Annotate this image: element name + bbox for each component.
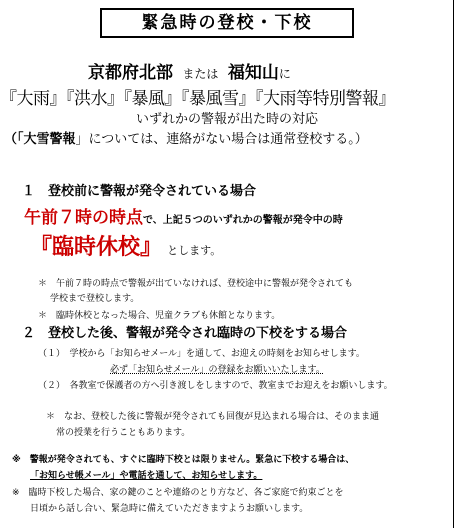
closure-emphasis: 『臨時休校』 [30,235,163,260]
footer-note1-b [30,468,262,481]
page-title [100,8,354,38]
note2-line [38,308,280,321]
time-after-text: で、上記５つのいずれかの警報が発令中の時 [143,215,343,226]
snow-warning-line [4,128,368,147]
warning-list-text: 『大雨』『洪水』『暴風』『暴風雪』『大雨等特別警報』 [0,89,395,109]
or-text: または [182,67,219,81]
section1-heading [22,180,256,199]
footer-n2b-text: 日頃から話し合い、緊急時に備えていただきますようお願いします。 [30,504,309,514]
region-b: 福知山 [227,63,279,83]
page-title-text: 緊急時の登校・下校 [141,13,313,33]
item2-line [38,378,393,391]
footer-note2-b [30,501,308,514]
section1-heading-text: １ 登校前に警報が発令されている場合 [22,184,257,199]
snow-warning-name: 大雪警報 [23,132,76,147]
closure-after-text: とします。 [167,244,222,257]
note2-text: ＊ 臨時休校となった場合、児童クラブも休館となります。 [38,311,281,321]
note3-line-a [46,409,379,422]
section2-heading [22,322,347,341]
time-emphasis: 午前７時の時点 [24,208,143,228]
note1a-text: ＊ 午前７時の時点で警報が出ていなければ、登校途中に警報が発令されても [38,279,354,289]
item1-line [38,346,365,359]
note3-line-b [56,425,190,438]
note3a-text: ＊ なお、登校した後に警報が発令されても回復が見込まれる場合は、そのまま通 [46,412,380,422]
closure-line [30,230,221,261]
snow-open: （「 [4,132,24,147]
footer-n1a-text: ※ 警報が発令されても、すぐに臨時下校とは限りません。緊急に下校する場合は、 [12,455,355,465]
note1-line-b [50,291,139,304]
warning-list [0,84,395,109]
footer-note1-a [12,452,354,465]
item2-text: （２） 各教室で保護者の方へ引き渡しをしますので、教室までお迎えをお願いします。 [38,381,393,391]
snow-warning-text: 」については、連絡がない場合は通常登校する。） [75,132,368,147]
footer-n1b-text: 「お知らせ帳メール」や電話を通して、お知らせします。 [30,471,263,481]
particle-text: に [278,67,291,81]
region-line [88,58,291,83]
note1-line-a [38,276,353,289]
note3b-text: 常の授業を行うこともあります。 [56,428,191,438]
region-a: 京都府北部 [88,63,173,83]
footer-note2-a [12,485,344,498]
note1b-text: 学校まで登校します。 [50,294,140,304]
section2-heading-text: ２ 登校した後、警報が発令され臨時の下校をする場合 [22,326,348,341]
section1-time-line [24,203,343,228]
item1-note-line [110,362,325,375]
item1-note-text: 必ず「お知らせメール」の登録をお願いいたします。 [110,365,325,375]
footer-n2a-text: ※ 臨時下校した場合、家の鍵のことや連絡のとり方など、各ご家庭で約束ごとを [12,488,344,498]
item1-text: （１） 学校から「お知らせメール」を通して、お迎えの時刻をお知らせします。 [38,349,365,359]
response-line [136,108,318,127]
response-line-text: いずれかの警報が出た時の対応 [136,112,319,127]
